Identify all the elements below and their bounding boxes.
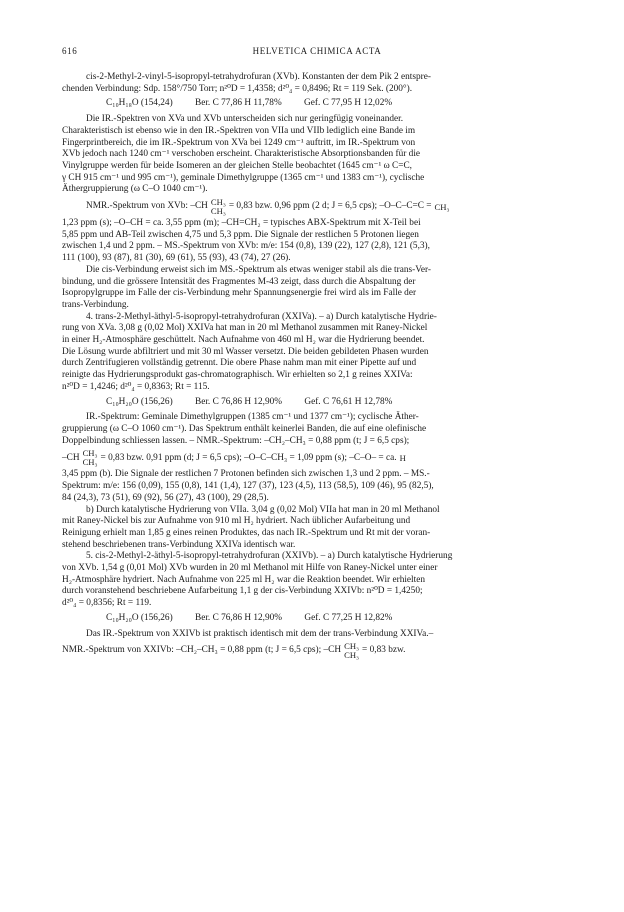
ir-paragraph-line: Die IR.-Spektren von XVa und XVb unterscheiden sich nur geringfügig voneinander. bbox=[86, 114, 404, 125]
part-b-line: stehend beschriebenen trans-Verbindung XXIVa identisch war. bbox=[62, 539, 296, 550]
formula-found: Gef. C 77,25 H 12,82% bbox=[304, 612, 393, 623]
ir-paragraph-line: XVb jedoch nach 1240 cm⁻¹ verschoben erscheint. Charakteristische Absorptionsbanden für die bbox=[62, 149, 421, 160]
nmr-structure-row bbox=[62, 449, 572, 467]
struct-h: H bbox=[399, 452, 406, 463]
cis-paragraph-line: bindung, und die grössere Intensität des Fragmentes M-43 zeigt, dass durch die Abspaltung der bbox=[62, 276, 416, 287]
formula-calc: Ber. C 77,86 H 11,78% bbox=[195, 98, 282, 109]
nmr-line: 111 (100), 93 (87), 81 (30), 69 (61), 55 (93), 43 (74), 27 (26). bbox=[62, 253, 291, 264]
section5-line: 5. cis-2-Methyl-2-äthyl-5-isopropyl-tetrahydrofuran (XXIVb). – a) Durch katalytische Hydrierung bbox=[86, 551, 453, 562]
elemental-analysis bbox=[62, 613, 572, 625]
journal-page bbox=[62, 46, 572, 662]
nmr-mid: = 0,83 bzw. 0,96 ppm (2 d; J = 6,5 cps); –O–C–C=C = bbox=[228, 201, 432, 212]
section4-line: in einer H₂-Atmosphäre geschüttelt. Nach Aufnahme von 460 ml H₂ war die Hydrierung beendet. bbox=[62, 335, 425, 346]
section4-line: durch Zentrifugieren vollständig getrennt. Die obere Phase nahm man mit einer Pipette auf und bbox=[62, 358, 417, 369]
running-header bbox=[62, 46, 572, 60]
ir-paragraph-line: Charakteristisch ist ebenso wie in den IR.-Spektren von VIIa und VIIb lediglich eine Bande im bbox=[62, 125, 416, 136]
section5-line: d²⁰₄ = 0,8356; Rt = 119. bbox=[62, 598, 152, 609]
cis-paragraph-line: Die cis-Verbindung erweist sich im MS.-Spektrum als etwas weniger stabil als die trans-Ver- bbox=[86, 264, 432, 275]
nmr-tail: = 0,83 bzw. bbox=[362, 645, 406, 656]
struct-ch3-bottom: CH₃ bbox=[344, 650, 360, 661]
formula-calc: Ber. C 76,86 H 12,90% bbox=[195, 396, 283, 407]
struct-ch3-bottom: CH₃ bbox=[210, 206, 226, 217]
ir2-line: IR.-Spektrum: Geminale Dimethylgruppen (1385 cm⁻¹ und 1377 cm⁻¹); cyclische Äther- bbox=[86, 412, 419, 423]
ms-line: Spektrum: m/e: 156 (0,09), 155 (0,8), 141 (1,4), 127 (37), 123 (4,5), 113 (58,5), 109 (46), 95 (82,5), bbox=[62, 481, 434, 492]
section4-line: rung von XVa. 3,08 g (0,02 Mol) XXIVa hat man in 20 ml Methanol zusammen mit Raney-Nickel bbox=[62, 323, 428, 334]
section4-line: n²⁰D = 1,4246; d²⁰₄ = 0,8363; Rt = 115. bbox=[62, 381, 210, 392]
compound-constants: chenden Verbindung: Sdp. 158°/750 Torr; n²⁰D = 1,4358; d²⁰₄ = 0,8496; Rt = 119 Sek. (200°). bbox=[62, 83, 413, 94]
ir2-line: gruppierung (ω C–O 1060 cm⁻¹). Das Spektrum enthält keinerlei Banden, die auf eine olefinische bbox=[62, 423, 427, 434]
formula-name: C₁₀H₂₀O (156,26) bbox=[106, 612, 173, 623]
struct-ch3-top: CH₃ bbox=[210, 197, 226, 208]
journal-title: HELVETICA CHIMICA ACTA bbox=[252, 46, 382, 56]
isopropyl-structure bbox=[344, 642, 359, 660]
section5-line: H₂-Atmosphäre hydriert. Nach Aufnahme von 225 ml H₂ war die Reaktion beendet. Wir erhielten bbox=[62, 574, 425, 585]
ms-line: 84 (24,3), 73 (51), 69 (92), 56 (27), 43 (100), 29 (28,5). bbox=[62, 492, 269, 503]
formula-calc: Ber. C 76,86 H 12,90% bbox=[195, 612, 283, 623]
nmr-structure-row bbox=[62, 198, 572, 216]
nmr-line: 1,23 ppm (s); –O–CH = ca. 3,55 ppm (m); –CH=CH₂ = typisches ABX-Spektrum mit X-Teil bei bbox=[62, 218, 421, 229]
nmr-lead: NMR.-Spektrum von XVb: –CH bbox=[86, 201, 208, 212]
section5-line: von XVb. 1,54 g (0,01 Mol) XVb wurden in 20 ml Methanol mit Hilfe von Raney-Nickel unter einer bbox=[62, 563, 438, 574]
nmr-lead: NMR.-Spektrum von XXIVb: –CH₂–CH₃ = 0,88 ppm (t; J = 6,5 cps); –CH bbox=[62, 645, 342, 656]
part-b-line: b) Durch katalytische Hydrierung von VIIa. 3,04 g (0,02 Mol) VIIa hat man in 20 ml Methanol bbox=[86, 504, 440, 515]
formula-name: C₁₀H₁₈O (154,24) bbox=[106, 98, 173, 109]
ir-paragraph-line: Fingerprintbereich, die im IR.-Spektrum von XVa bei 1249 cm⁻¹ auftritt, im IR.-Spektrum von bbox=[62, 137, 416, 148]
elemental-analysis bbox=[62, 397, 572, 409]
formula-found: Gef. C 76,61 H 12,78% bbox=[304, 396, 393, 407]
ir-paragraph-line: Äthergruppierung (ω C–O 1040 cm⁻¹). bbox=[62, 184, 208, 195]
page-number: 616 bbox=[62, 46, 78, 56]
methyl-structure bbox=[435, 203, 450, 212]
isopropyl-structure bbox=[211, 198, 226, 216]
hydrogen-structure bbox=[400, 454, 406, 463]
ir2-line: Doppelbindung schliessen lassen. – NMR.-Spektrum: –CH₂–CH₃ = 0,88 ppm (t; J = 6,5 cps); bbox=[62, 435, 410, 446]
nmr-mid: = 0,83 bzw. 0,91 ppm (d; J = 6,5 cps); –O–C–CH₃ = 1,09 ppm (s); –C–O– = ca. bbox=[100, 452, 397, 463]
isopropyl-structure bbox=[83, 449, 98, 467]
ir-paragraph-line: γ CH 915 cm⁻¹ und 995 cm⁻¹), geminale Dimethylgruppe (1365 cm⁻¹ und 1383 cm⁻¹), cyclische bbox=[62, 172, 425, 183]
section5-line: durch voranstehend beschriebene Aufarbeitung 1,1 g der cis-Verbindung XXIVb: n²⁰D = 1,4250; bbox=[62, 586, 423, 597]
section4-line: 4. trans-2-Methyl-äthyl-5-isopropyl-tetrahydrofuran (XXIVa). – a) Durch katalytische Hydrie- bbox=[86, 311, 437, 322]
struct-ch3-top: CH₃ bbox=[82, 448, 98, 459]
nmr-line: 5,85 ppm und AB-Teil zwischen 4,75 und 5,3 ppm. Die Signale der restlichen 5 Protonen liegen bbox=[62, 229, 419, 240]
part-b-line: mit Raney-Nickel bis zur Aufnahme von 910 ml H₂ hydriert. Nach üblicher Aufarbeitung und bbox=[62, 516, 411, 527]
last-paragraph: Das IR.-Spektrum von XXIVb ist praktisch identisch mit dem der trans-Verbindung XXIVa.– bbox=[86, 628, 434, 639]
ir-paragraph-line: Vinylgruppe werden für beide Isomeren an der gleichen Stelle beobachtet (1645 cm⁻¹ ω C=C, bbox=[62, 160, 412, 171]
ms-line: 3,45 ppm (b). Die Signale der restlichen 7 Protonen befinden sich zwischen 1,3 und 2 ppm. – MS.- bbox=[62, 469, 430, 480]
elemental-analysis bbox=[62, 98, 572, 110]
cis-paragraph-line: trans-Verbindung. bbox=[62, 299, 129, 310]
struct-ch3-bottom: CH₃ bbox=[82, 457, 98, 468]
nmr-structure-row bbox=[62, 642, 572, 660]
part-b-line: Reinigung erhielt man 1,85 g eines reinen Produktes, das nach IR.-Spektrum und Rt mit der voran- bbox=[62, 527, 431, 538]
formula-name: C₁₀H₂₀O (156,26) bbox=[106, 396, 173, 407]
nmr-line: zwischen 1,4 und 2 ppm. – MS.-Spektrum von XVb: m/e: 154 (0,8), 139 (22), 127 (2,8), 121 (5,3), bbox=[62, 241, 430, 252]
section4-line: Die Lösung wurde abfiltriert und mit 30 ml Wasser versetzt. Die beiden gebildeten Phasen wurden bbox=[62, 346, 429, 357]
cis-paragraph-line: Isopropylgruppe im Falle der cis-Verbindung mehr Spannungsenergie frei wird als im Falle der bbox=[62, 288, 417, 299]
compound-heading: cis-2-Methyl-2-vinyl-5-isopropyl-tetrahydrofuran (XVb). Konstanten der dem Pik 2 entspre- bbox=[86, 72, 431, 82]
struct-ch3-top: CH₃ bbox=[344, 641, 360, 652]
struct-ch3-right: CH₃ bbox=[434, 201, 450, 212]
section4-line: reinigte das Hydrierungsprodukt gas-chromatographisch. Wir erhielten so 2,1 g reines XXIVa: bbox=[62, 370, 413, 381]
formula-found: Gef. C 77,95 H 12,02% bbox=[304, 98, 393, 109]
nmr-lead: –CH bbox=[62, 452, 80, 463]
